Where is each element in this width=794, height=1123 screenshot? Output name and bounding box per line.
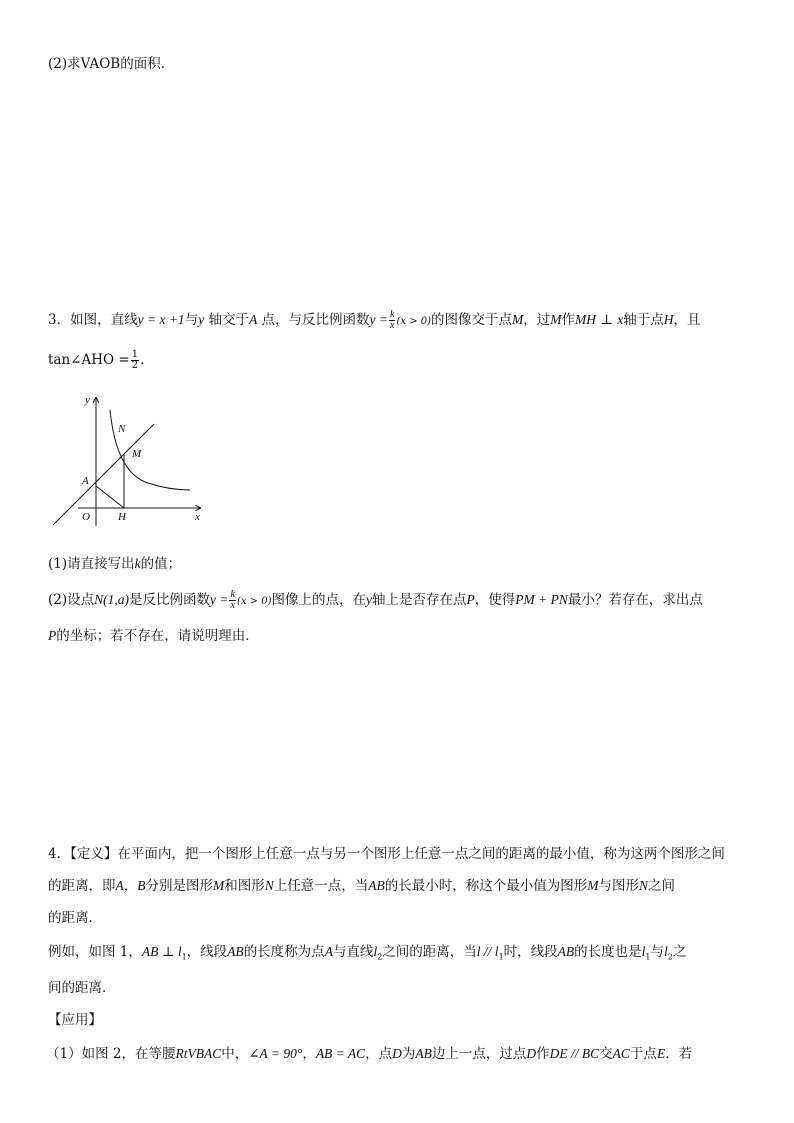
q4-example-text: 与	[650, 944, 665, 960]
point-m: M	[512, 312, 524, 327]
q4-apply-text: 作	[536, 1046, 550, 1062]
x-var: x	[617, 312, 624, 327]
q3-sub2-text: 最小？若存在，求出点	[567, 592, 703, 608]
question-4-example-line1: 例如，如图 1，AB ⊥ $l_1$，线段AB的长度称为点A与直线$l_2$之间的距离，当l // $l_1$时，线段AB的长度也是$l_1$与$l_2$之	[48, 944, 687, 962]
q3-text: 轴交于	[204, 312, 249, 328]
segment-mh: MH	[575, 312, 597, 327]
label-n: N	[118, 423, 126, 435]
q4-text: 分别是图形	[145, 878, 213, 894]
point-m: M	[550, 312, 562, 327]
tan-expression: tan∠AHO =	[48, 352, 130, 368]
q3-text: ，且	[673, 312, 701, 328]
ab-perp-l1: AB ⊥ l	[141, 944, 182, 959]
frac-num: 1	[131, 349, 139, 360]
segment-ah	[96, 486, 124, 508]
line-l2: l	[664, 944, 668, 959]
frac-den: 2	[131, 360, 139, 371]
q3-sub2-text: 轴上是否存在点	[371, 592, 467, 608]
apply-heading: 【应用】	[48, 1012, 102, 1028]
q4-example-text: 的长度也是	[574, 944, 642, 960]
label-x: x	[195, 511, 200, 523]
k-over-x-fraction	[389, 310, 395, 331]
q4-apply-text: ，	[302, 1046, 316, 1062]
point-d: D	[526, 1046, 537, 1061]
segment-ab: AB	[557, 944, 575, 959]
domain-condition: (x > 0)	[396, 316, 432, 327]
q4-example-text: 之间的距离，当	[382, 944, 477, 960]
point-h: H	[663, 312, 674, 327]
frac-num: k	[390, 309, 395, 320]
triangle-bac: RtVBAC	[175, 1046, 222, 1061]
q4-text: 上任意一点，当	[273, 878, 369, 894]
figure-n: N	[639, 878, 649, 893]
q3-sub2-text: (2)设点	[48, 592, 95, 608]
half-fraction	[131, 350, 139, 371]
perp-symbol: ⊥	[596, 312, 618, 328]
question-2-part-2	[48, 54, 764, 74]
points-a-b: A，B	[115, 878, 146, 893]
figure-m: M	[587, 878, 599, 893]
q4-example-text: 的长度称为点	[243, 944, 325, 960]
q4-example-text: 之	[672, 944, 687, 960]
frac-num: k	[230, 589, 235, 600]
q3-text: 作	[561, 312, 576, 328]
line-l1: l	[641, 944, 646, 959]
segment-ab: AB	[415, 1046, 432, 1061]
q4-apply-text: 为	[401, 1046, 416, 1062]
ab-equals-ac: AB = AC	[315, 1046, 366, 1061]
question-3-stem-line2	[48, 350, 764, 371]
q4-definition-text: 4．【定义】在平面内，把一个图形上任意一点与另一个图形上任意一点之间的距离的最小值，称为这两个图形之间	[48, 846, 725, 862]
domain-condition: (x > 0)	[236, 596, 272, 607]
q4-apply-text: 于点	[629, 1046, 657, 1062]
q4-apply-text: 交	[599, 1046, 613, 1062]
q3-text: 与	[184, 312, 199, 328]
q4-apply-text: 边上一点，过点	[431, 1046, 527, 1062]
de-parallel-bc: DE // BC	[549, 1046, 600, 1061]
label-m: M	[132, 448, 142, 460]
q3-text: 轴于点	[623, 312, 664, 328]
q4-example-text: 例如，如图 1，	[48, 944, 142, 960]
q4-text: 之间	[648, 878, 676, 894]
point-d: D	[392, 1046, 402, 1061]
y-equals: y =	[369, 312, 389, 327]
question-4-apply-heading	[48, 1010, 764, 1030]
frac-den: x	[230, 600, 235, 611]
q3-text: ，过	[523, 312, 551, 328]
figure-n: N	[264, 878, 274, 893]
question-4-line3	[48, 908, 764, 928]
y-var: y	[365, 592, 372, 607]
question-4-apply-part-1	[46, 1044, 764, 1064]
point-a: A	[248, 312, 258, 327]
point-p: P	[48, 628, 57, 643]
angle-a: ∠A = 90°	[248, 1046, 303, 1061]
pm-plus-pn: PM + PN	[515, 592, 568, 607]
point-e: E	[656, 1046, 666, 1061]
q3-sub1-text: 的值；	[140, 556, 182, 572]
q3-sub2-text: 图像上的点，在	[271, 592, 366, 608]
point-p: P	[466, 592, 475, 607]
q3-sub2-text: ，使得	[474, 592, 516, 608]
question-3-part-2-line2	[48, 626, 764, 646]
y-equals: y =	[210, 592, 229, 607]
figure-m: M	[213, 878, 225, 893]
hyperbola-curve	[110, 410, 190, 490]
q2b-text: (2)求VAOB的面积．	[48, 56, 175, 72]
q4-text: 的距离，即	[48, 878, 116, 894]
q4-text: 与图形	[598, 878, 640, 894]
q4-text: 和图形	[224, 878, 265, 894]
segment-ab: AB	[227, 944, 244, 959]
y-var: y	[198, 312, 205, 327]
label-o: O	[82, 511, 90, 523]
line-equation: y = x +1	[137, 312, 185, 327]
label-h: H	[118, 511, 126, 523]
line-l2: l	[373, 944, 378, 959]
q4-apply-text: 中，	[221, 1046, 249, 1062]
period: ．	[140, 352, 154, 368]
label-y: y	[85, 394, 90, 406]
question-4-example-line2	[48, 978, 764, 998]
point-a: A	[324, 944, 333, 959]
k-var: k	[134, 556, 141, 571]
line-y-x-plus-1	[53, 424, 154, 525]
graph-figure	[48, 390, 218, 530]
k-over-x-fraction	[229, 590, 235, 611]
q4-example-text: 间的距离．	[48, 980, 116, 996]
q4-text: 的距离．	[48, 910, 102, 926]
q3-text: 点，与反比例函数	[257, 312, 370, 328]
q3-text: 的图像交于点	[431, 312, 513, 328]
frac-den: x	[390, 320, 395, 331]
q4-apply-text: ，点	[365, 1046, 393, 1062]
question-3-stem-line1	[48, 310, 764, 332]
question-4-line2	[48, 876, 764, 896]
q4-apply-text: ．若	[665, 1046, 693, 1062]
q3-text: 3．如图，直线	[48, 312, 138, 328]
q4-example-text: 与直线	[332, 944, 374, 960]
label-a: A	[82, 475, 89, 487]
q4-example-text: 时，线段	[503, 944, 558, 960]
point-n: N(1,a)	[94, 592, 129, 607]
l1-parallel-l2: l // l	[476, 944, 499, 959]
question-3-part-1	[48, 554, 764, 574]
segment-ac: AC	[612, 1046, 630, 1061]
segment-ab: AB	[368, 878, 385, 893]
question-4-line1	[48, 844, 764, 864]
q3-sub2-text: 是反比例函数	[129, 592, 210, 608]
q4-apply-text: （1）如图 2，在等腰	[46, 1046, 176, 1062]
q4-text: 的长最小时，称这个最小值为图形	[384, 878, 588, 894]
q3-sub2-text: 的坐标；若不存在，请说明理由．	[56, 628, 259, 644]
q3-sub1-text: (1)请直接写出	[48, 556, 135, 572]
question-3-part-2-line1	[48, 590, 764, 612]
q4-example-text: ，线段	[186, 944, 228, 960]
